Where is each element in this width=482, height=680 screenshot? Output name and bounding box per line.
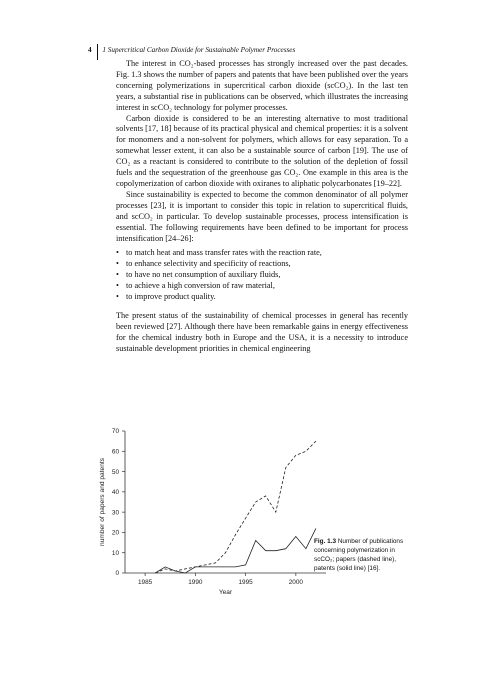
running-title: 1 Supercritical Carbon Dioxide for Sustainable Polymer Processes: [102, 46, 296, 54]
x-tick-label: 1990: [188, 579, 203, 586]
paragraph-4: The present status of the sustainability of chemical processes in general has recently been reviewed [27]. Although there have been remarkable gains in energy effectiveness for the chemical industry both in Europe and the USA, it is a necessity to introduce sustainable development priorities in chemical engineering: [116, 310, 408, 353]
y-tick-label: 40: [111, 489, 119, 497]
list-item: • to improve product quality.: [126, 292, 408, 303]
paragraph-2: Carbon dioxide is considered to be an interesting alternative to most traditional solvents [17, 18] because of its practical physical and chemical properties: it is a solvent for monomers and a non-solvent for polymers, which allows for easy separation. To a somewhat lesser extent, it can also be a sustainable source of carbon [19]. The use of CO₂ as a reactant is considered to contribute to the solution of the depletion of fossil fuels and the sequestration of the greenhouse gas CO₂. One example in this area is the copolymerization of carbon dioxide with oxiranes to aliphatic polycarbonates [19–22].: [116, 113, 408, 188]
requirements-list: [116, 248, 408, 303]
y-tick-label: 0: [115, 570, 119, 578]
body-text: [116, 59, 408, 355]
paragraph-3: Since sustainability is expected to become the common denominator of all polymer processes [23], it is important to consider this topic in relation to supercritical fluids, and scCO₂ in particular. To develop sustainable processes, process intensification is essential. The following requirements have been defined to be important for process intensification [24–26]:: [116, 189, 408, 243]
y-axis-label: number of papers and patents: [99, 458, 106, 546]
y-tick-label: 50: [111, 468, 119, 476]
x-tick-label: 2000: [288, 579, 303, 586]
x-tick-label: 1995: [238, 579, 253, 586]
paragraph-1: The interest in CO₂-based processes has strongly increased over the past decades. Fig. 1.3 shows the number of papers and patents that have been published over the years concerning polymerizations in supercritical carbon dioxide (scCO₂). In the last ten years, a substantial rise in publications can be observed, which illustrates the increasing interest in scCO₂ technology for polymer processes.: [116, 59, 408, 112]
list-item: • to match heat and mass transfer rates with the reaction rate,: [126, 248, 408, 259]
caption-label: Fig. 1.3: [314, 538, 337, 545]
y-tick-label: 30: [111, 509, 119, 517]
figure-caption: [314, 537, 414, 573]
y-tick-label: 10: [111, 549, 119, 557]
y-tick-label: 60: [111, 448, 119, 456]
publications-chart: [88, 420, 418, 610]
header-rule: [97, 44, 98, 60]
list-item: • to have no net consumption of auxiliary fluids,: [126, 270, 408, 281]
papers-series-line: [155, 441, 316, 573]
caption-text: Number of publications concerning polymerization in scCO₂; papers (dashed line), patents (solid line) [16].: [314, 538, 404, 572]
page-number: 4: [88, 46, 92, 54]
running-header: [88, 40, 295, 60]
y-tick-label: 70: [111, 428, 119, 436]
x-tick-label: 1985: [137, 579, 153, 586]
x-axis-label: Year: [218, 589, 233, 596]
y-tick-label: 20: [111, 529, 119, 537]
list-item: • to enhance selectivity and specificity of reactions,: [126, 259, 408, 270]
list-item: • to achieve a high conversion of raw material,: [126, 281, 408, 292]
